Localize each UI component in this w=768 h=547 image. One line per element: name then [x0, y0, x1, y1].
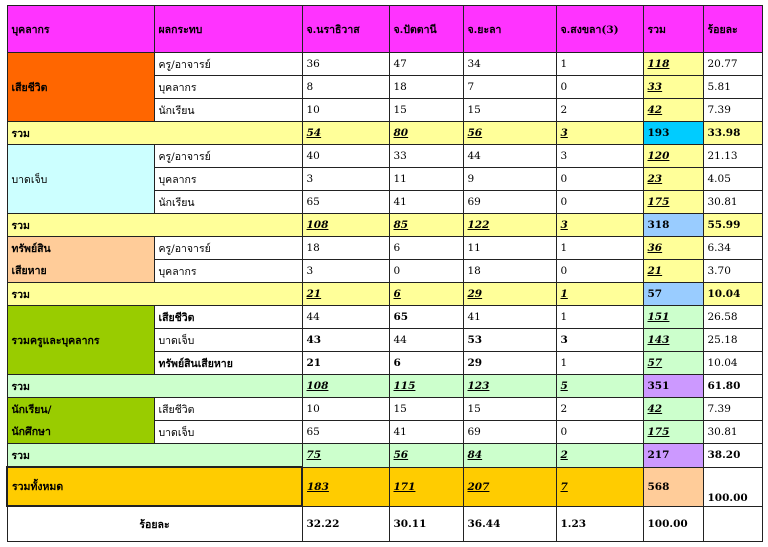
cell: 30.81 — [703, 191, 762, 214]
subtotal-row — [7, 375, 762, 398]
cell-total: 151 — [643, 306, 703, 329]
group-injured: บาดเจ็บ — [7, 145, 154, 214]
cell: 15 — [389, 398, 463, 421]
cell-empty — [703, 506, 762, 542]
table-row — [7, 237, 762, 260]
cell: ครู/อาจารย์ — [154, 237, 302, 260]
cell: 7.39 — [703, 398, 762, 421]
cell: ครู/อาจารย์ — [154, 53, 302, 76]
cell-total: 42 — [643, 99, 703, 122]
cell-total: 120 — [643, 145, 703, 168]
percent-label: ร้อยละ — [7, 506, 302, 542]
cell: 80 — [389, 122, 463, 145]
cell: 65 — [389, 306, 463, 329]
cell: 15 — [463, 99, 556, 122]
table-row — [7, 421, 762, 444]
cell: 34 — [463, 53, 556, 76]
percent-row — [7, 506, 762, 542]
header-pattani: จ.ปัตตานี — [389, 6, 463, 53]
cell: 41 — [389, 421, 463, 444]
cell: 10.04 — [703, 283, 762, 306]
cell: 6 — [389, 237, 463, 260]
cell: 29 — [463, 352, 556, 375]
cell-total: 351 — [643, 375, 703, 398]
cell: เสียชีวิต — [154, 306, 302, 329]
header-percent: ร้อยละ — [703, 6, 762, 53]
group-deaths: เสียชีวิต — [7, 53, 154, 122]
cell: 6 — [389, 283, 463, 306]
subtotal-label: รวม — [7, 283, 302, 306]
cell: 18 — [302, 237, 389, 260]
cell: 0 — [556, 76, 643, 99]
cell: 3.70 — [703, 260, 762, 283]
cell-total: 57 — [643, 352, 703, 375]
cell: 2 — [556, 99, 643, 122]
cell: 32.22 — [302, 506, 389, 542]
group-property: ทรัพย์สิน — [7, 237, 154, 260]
cell: 3 — [556, 329, 643, 352]
cell: 3 — [556, 122, 643, 145]
cell: 108 — [302, 214, 389, 237]
cell-total: 175 — [643, 421, 703, 444]
header-total: รวม — [643, 6, 703, 53]
header-impact: ผลกระทบ — [154, 6, 302, 53]
cell: 20.77 — [703, 53, 762, 76]
cell: 7.39 — [703, 99, 762, 122]
cell: 56 — [463, 122, 556, 145]
table-row — [7, 306, 762, 329]
cell: 0 — [556, 168, 643, 191]
cell: 5.81 — [703, 76, 762, 99]
cell: 8 — [302, 76, 389, 99]
cell: 41 — [389, 191, 463, 214]
cell: 2 — [556, 398, 643, 421]
table-row — [7, 260, 762, 283]
cell: 3 — [302, 168, 389, 191]
subtotal-label: รวม — [7, 214, 302, 237]
cell: 3 — [556, 145, 643, 168]
subtotal-row — [7, 122, 762, 145]
cell: เสียชีวิต — [154, 398, 302, 421]
cell: 18 — [463, 260, 556, 283]
table-row — [7, 398, 762, 421]
cell: บาดเจ็บ — [154, 329, 302, 352]
group-staff-total: รวมครูและบุคลากร — [7, 306, 154, 375]
cell: 3 — [556, 214, 643, 237]
subtotal-label: รวม — [7, 375, 302, 398]
cell: 61.80 — [703, 375, 762, 398]
cell: 55.99 — [703, 214, 762, 237]
cell: 0 — [556, 421, 643, 444]
cell: 65 — [302, 191, 389, 214]
subtotal-label: รวม — [7, 122, 302, 145]
table-row — [7, 145, 762, 168]
cell: 1.23 — [556, 506, 643, 542]
grand-total-row — [7, 467, 762, 506]
cell-total: 175 — [643, 191, 703, 214]
subtotal-row — [7, 214, 762, 237]
cell-total: 118 — [643, 53, 703, 76]
header-row — [7, 6, 762, 53]
cell: ทรัพย์สินเสียหาย — [154, 352, 302, 375]
casualty-table — [6, 5, 763, 542]
cell: 84 — [463, 444, 556, 468]
cell: 171 — [389, 467, 463, 506]
cell: 30.81 — [703, 421, 762, 444]
cell: 44 — [463, 145, 556, 168]
group-property-line2: เสียหาย — [7, 260, 154, 283]
cell: 33.98 — [703, 122, 762, 145]
cell-total: 42 — [643, 398, 703, 421]
cell: 26.58 — [703, 306, 762, 329]
cell: 54 — [302, 122, 389, 145]
cell-total: 36 — [643, 237, 703, 260]
cell: 53 — [463, 329, 556, 352]
cell: 56 — [389, 444, 463, 468]
subtotal-row — [7, 444, 762, 468]
cell: 100.00 — [703, 467, 762, 506]
cell: 11 — [389, 168, 463, 191]
cell: นักเรียน — [154, 191, 302, 214]
cell: นักเรียน — [154, 99, 302, 122]
header-narathiwat: จ.นราธิวาส — [302, 6, 389, 53]
cell: 10 — [302, 99, 389, 122]
casualty-table-wrapper — [6, 5, 763, 542]
cell: 10 — [302, 398, 389, 421]
cell-total: 21 — [643, 260, 703, 283]
cell: 33 — [389, 145, 463, 168]
cell: 38.20 — [703, 444, 762, 468]
cell: 6 — [389, 352, 463, 375]
cell: 69 — [463, 191, 556, 214]
cell: 41 — [463, 306, 556, 329]
cell: 40 — [302, 145, 389, 168]
cell-total: 568 — [643, 467, 703, 506]
cell: 7 — [556, 467, 643, 506]
grand-total-label: รวมทั้งหมด — [7, 467, 302, 506]
cell: 7 — [463, 76, 556, 99]
cell: บุคลากร — [154, 76, 302, 99]
cell: 183 — [302, 467, 389, 506]
cell-total: 193 — [643, 122, 703, 145]
header-personnel: บุคลากร — [7, 6, 154, 53]
cell: 21.13 — [703, 145, 762, 168]
cell: 36.44 — [463, 506, 556, 542]
cell: 5 — [556, 375, 643, 398]
cell: 43 — [302, 329, 389, 352]
cell: 15 — [463, 398, 556, 421]
group-students-line2: นักศึกษา — [7, 421, 154, 444]
cell-total: 57 — [643, 283, 703, 306]
group-students: นักเรียน/ — [7, 398, 154, 421]
cell: บาดเจ็บ — [154, 421, 302, 444]
cell: 18 — [389, 76, 463, 99]
cell-total: 217 — [643, 444, 703, 468]
cell: 1 — [556, 306, 643, 329]
cell-total: 318 — [643, 214, 703, 237]
cell: 10.04 — [703, 352, 762, 375]
cell: 3 — [302, 260, 389, 283]
cell: 69 — [463, 421, 556, 444]
cell-total: 23 — [643, 168, 703, 191]
cell-total: 100.00 — [643, 506, 703, 542]
cell: 1 — [556, 352, 643, 375]
cell: 122 — [463, 214, 556, 237]
cell: 44 — [389, 329, 463, 352]
cell: 123 — [463, 375, 556, 398]
cell: 11 — [463, 237, 556, 260]
cell-total: 33 — [643, 76, 703, 99]
cell: 15 — [389, 99, 463, 122]
cell: 44 — [302, 306, 389, 329]
cell: 207 — [463, 467, 556, 506]
cell: 0 — [556, 191, 643, 214]
cell: ครู/อาจารย์ — [154, 145, 302, 168]
cell: 2 — [556, 444, 643, 468]
cell: 0 — [389, 260, 463, 283]
cell: 1 — [556, 53, 643, 76]
cell: 1 — [556, 283, 643, 306]
cell: 4.05 — [703, 168, 762, 191]
subtotal-label: รวม — [7, 444, 302, 468]
cell: 0 — [556, 260, 643, 283]
cell-total: 143 — [643, 329, 703, 352]
cell: 9 — [463, 168, 556, 191]
cell: 1 — [556, 237, 643, 260]
subtotal-row — [7, 283, 762, 306]
cell: บุคลากร — [154, 260, 302, 283]
cell: 75 — [302, 444, 389, 468]
cell: 85 — [389, 214, 463, 237]
cell: 47 — [389, 53, 463, 76]
cell: 21 — [302, 283, 389, 306]
cell: 30.11 — [389, 506, 463, 542]
cell: 6.34 — [703, 237, 762, 260]
header-yala: จ.ยะลา — [463, 6, 556, 53]
table-row — [7, 53, 762, 76]
cell: 25.18 — [703, 329, 762, 352]
cell: 36 — [302, 53, 389, 76]
cell: 115 — [389, 375, 463, 398]
cell: 21 — [302, 352, 389, 375]
cell: 65 — [302, 421, 389, 444]
cell: 29 — [463, 283, 556, 306]
cell: บุคลากร — [154, 168, 302, 191]
header-songkhla: จ.สงขลา(3) — [556, 6, 643, 53]
cell: 108 — [302, 375, 389, 398]
